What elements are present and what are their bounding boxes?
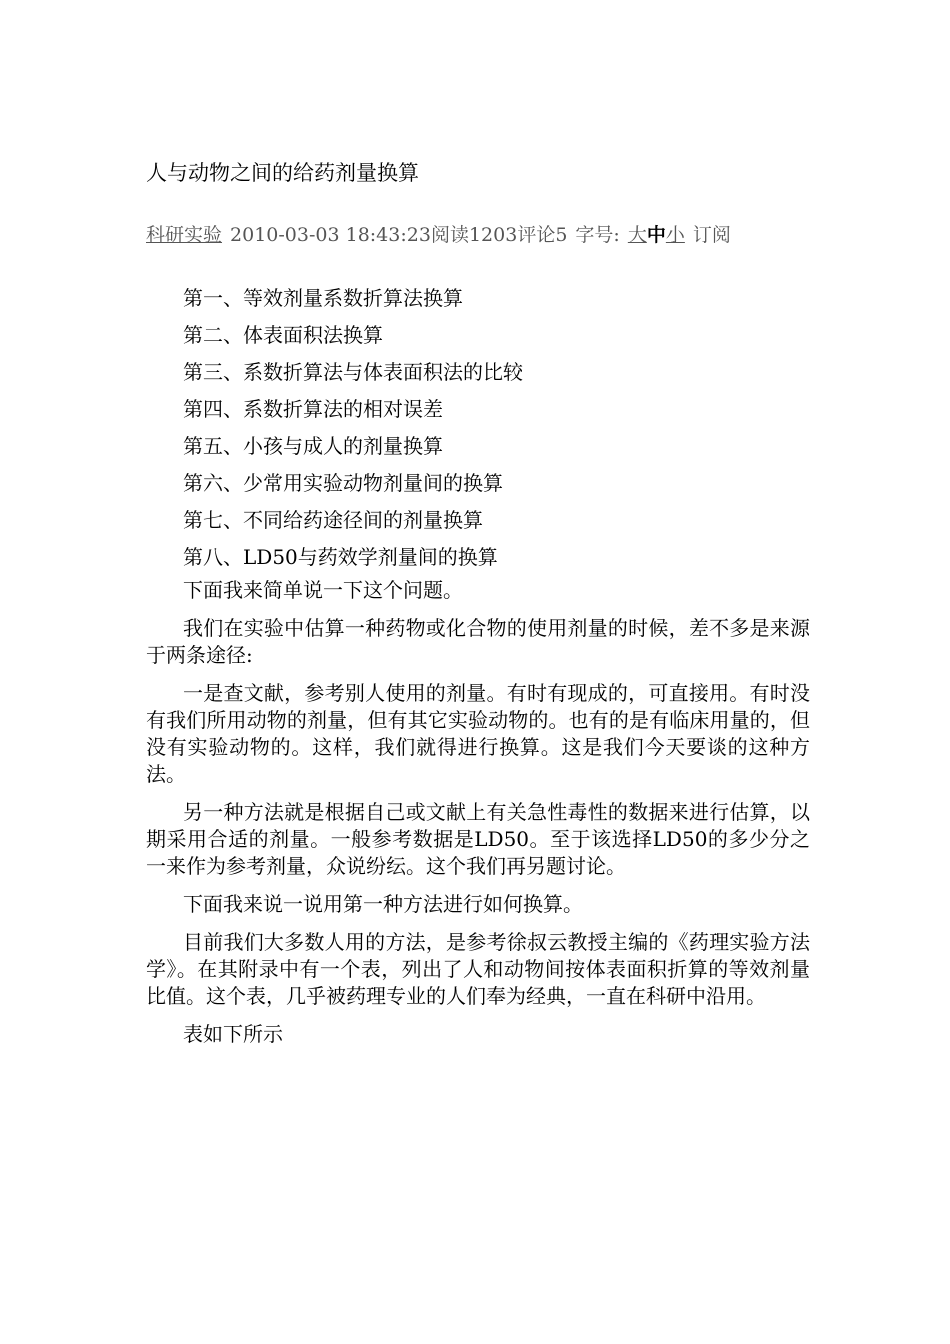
paragraph: 我们在实验中估算一种药物或化合物的使用剂量的时候，差不多是来源于两条途径: — [146, 616, 810, 667]
paragraph: 表如下所示 — [183, 1022, 283, 1046]
toc-item: 第五、小孩与成人的剂量换算 — [183, 434, 443, 458]
subscribe-link[interactable]: 订阅 — [692, 224, 731, 246]
font-size-medium-link[interactable]: 中 — [646, 224, 666, 246]
toc-item: 第一、等效剂量系数折算法换算 — [183, 286, 463, 310]
post-datetime: 2010-03-03 18:43:23 — [230, 224, 431, 246]
toc-item: 第三、系数折算法与体表面积法的比较 — [183, 360, 523, 384]
comment-count: 5 — [555, 224, 568, 246]
paragraph: 一是查文献，参考别人使用的剂量。有时有现成的，可直接用。有时没有我们所用动物的剂量，但有其它实验动物的。也有的是有临床用量的，但没有实验动物的。这样，我们就得进行换算。这是我们今天要谈的这种方法。 — [146, 681, 810, 786]
toc-item: 第八、LD50与药效学剂量间的换算 — [183, 545, 498, 569]
table-of-contents — [183, 283, 523, 579]
read-count: 1203 — [468, 224, 518, 246]
toc-item: 第四、系数折算法的相对误差 — [183, 397, 443, 421]
category-link[interactable]: 科研实验 — [146, 224, 223, 246]
paragraph: 另一种方法就是根据自己或文献上有关急性毒性的数据来进行估算，以期采用合适的剂量。一般参考数据是LD50。至于该选择LD50的多少分之一来作为参考剂量，众说纷纭。这个我们再另题讨论。 — [146, 800, 810, 878]
paragraph: 下面我来说一说用第一种方法进行如何换算。 — [183, 892, 583, 916]
toc-item: 第七、不同给药途径间的剂量换算 — [183, 508, 483, 532]
article-body — [146, 577, 810, 1059]
paragraph: 目前我们大多数人用的方法，是参考徐叔云教授主编的《药理实验方法学》。在其附录中有一个表，列出了人和动物间按体表面积折算的等效剂量比值。这个表，几乎被药理专业的人们奉为经典，一直在科研中沿用。 — [146, 930, 810, 1008]
font-size-large-link[interactable]: 大 — [627, 224, 647, 246]
toc-item: 第六、少常用实验动物剂量间的换算 — [183, 471, 503, 495]
toc-item: 第二、体表面积法换算 — [183, 323, 383, 347]
article-title: 人与动物之间的给药剂量换算 — [146, 161, 419, 185]
font-size-label: 字号: — [575, 224, 620, 246]
article-meta — [146, 220, 810, 250]
comment-label: 评论 — [517, 224, 556, 246]
font-size-small-link[interactable]: 小 — [665, 224, 685, 246]
read-label: 阅读 — [430, 224, 469, 246]
paragraph: 下面我来简单说一下这个问题。 — [183, 578, 463, 602]
